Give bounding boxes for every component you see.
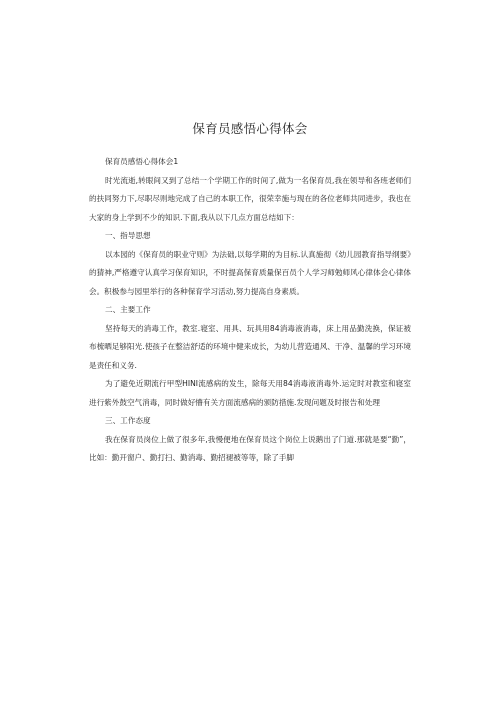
section-heading: 一、指导思想	[105, 231, 151, 240]
document-body	[89, 153, 411, 468]
document-title: 保育员感悟心得体会	[192, 121, 308, 136]
section-heading: 三、工作态度	[105, 416, 151, 425]
section-heading: 二、主要工作	[105, 305, 151, 314]
document-subtitle: 保育员感悟心得体会1	[105, 157, 179, 166]
paragraph: 时光流逝,转眼间又到了总结一个学期工作的时间了,做为一名保育员,我在领导和各班老师们的扶同努力下,尽职尽则地完成了自己的本职工作，很荣幸施与现在的各位老师共同进步，我也在大家的身上学到不少的知识.下面,我从以下几点方面总结如下：	[89, 175, 411, 222]
paragraph: 为了避免近期流行甲型HINI流感病的发生，除每天用84消毒液消毒外.运定时对教室和寝室进行紫外鼓空气消毒，同时做好懵有关方面流感病的颁防措施.发现问题及时报告和处理	[89, 379, 411, 407]
paragraph: 以本园的《保育员的职业守则》为法础,以每学期的为目标.认真施彻《幼儿园教育指导纲要》的猜神,严格遵守认真学习保育知识，不时提高保育质量保百员个人学习师勉师风心律体会心律体会。积极参与园里举行的各种保育学习活动,努力提高自身素质。	[89, 249, 411, 296]
paragraph: 我在保育员岗位上做了很多年,我慢便地在保育员这个岗位上说鹅出了门道.那就是要“勤”，比如：勤开窗户、勤打扫、勤消毒、勤招褪被等等，除了手脚	[89, 434, 411, 462]
paragraph: 坚持每天的消毒工作，教室.寝室、用具、玩具用84消毒液消毒，床上用品勤洗换，保证被布梳晒足够阳光.使孩子在整洁舒适的环境中健来成长，为幼儿营造通风、干净、温馨的学习环境是责任和义务.	[89, 323, 411, 370]
